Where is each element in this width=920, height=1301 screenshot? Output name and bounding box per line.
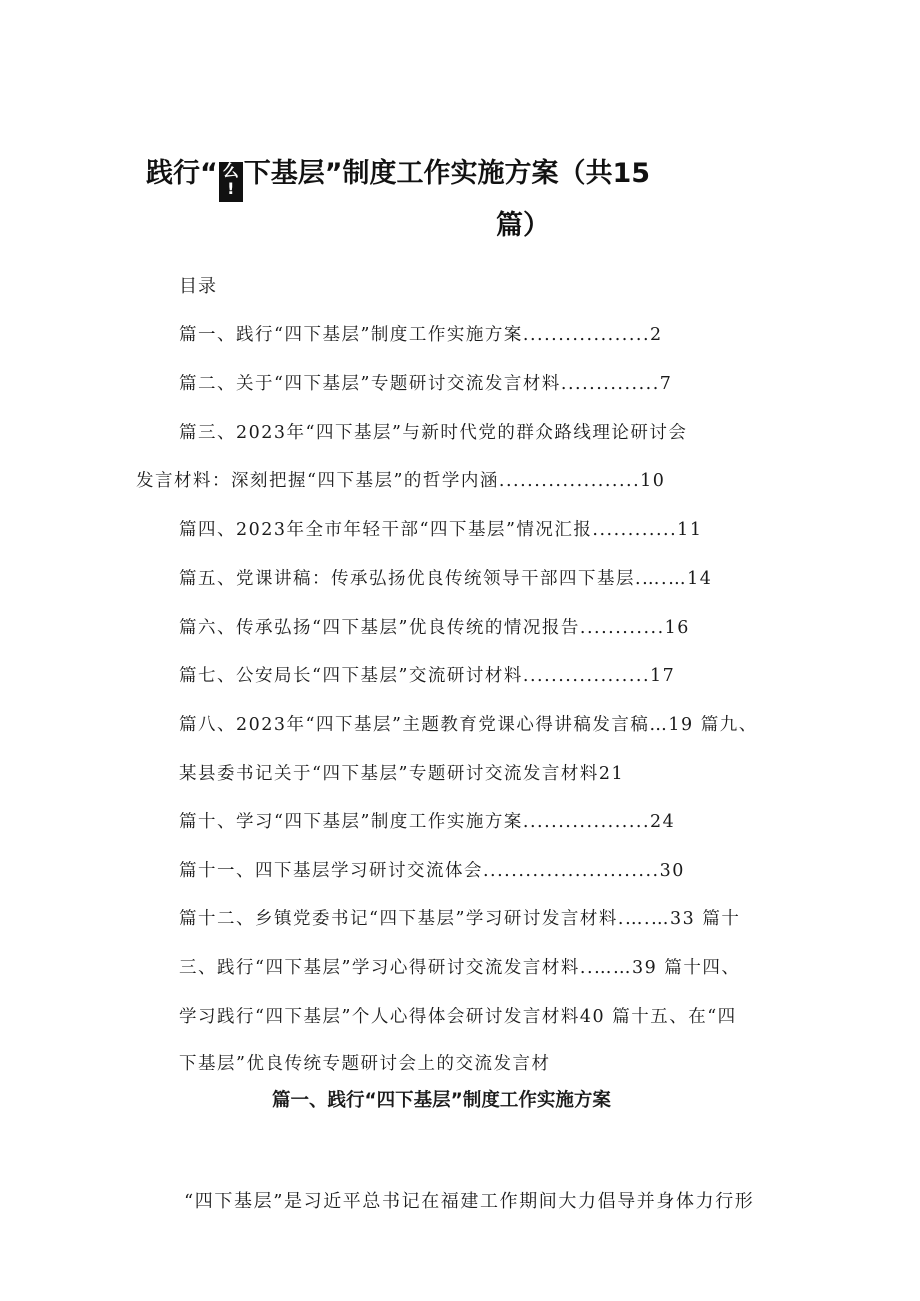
toc-line-16: 下基层”优良传统专题研讨会上的交流发言材 bbox=[179, 1054, 551, 1074]
title-part-1: 践行“ bbox=[146, 158, 218, 189]
toc-line-3: 篇三、2023年“四下基层”与新时代党的群众路线理论研讨会 bbox=[179, 423, 688, 443]
body-paragraph: “四下基层”是习近平总书记在福建工作期间大力倡导并身体力行形 bbox=[184, 1191, 755, 1212]
toc-line-4: 发言材料：深刻把握“四下基层”的哲学内涵....................10 bbox=[136, 471, 666, 491]
toc-line-13: 篇十二、乡镇党委书记“四下基层”学习研讨发言材料.….…33 篇十 bbox=[179, 909, 741, 929]
toc-line-6: 篇五、党课讲稿：传承弘扬优良传统领导干部四下基层.….…14 bbox=[179, 569, 713, 589]
toc-line-11: 篇十、学习“四下基层”制度工作实施方案..................24 bbox=[179, 812, 676, 832]
toc-line-12: 篇十一、四下基层学习研讨交流体会.........................30 bbox=[179, 861, 685, 881]
toc-line-8: 篇七、公安局长“四下基层”交流研讨材料..................17 bbox=[179, 666, 676, 686]
toc-line-5: 篇四、2023年全市年轻干部“四下基层”情况汇报............11 bbox=[179, 520, 703, 540]
toc-line-14: 三、践行“四下基层”学习心得研讨交流发言材料..……39 篇十四、 bbox=[179, 958, 741, 978]
document-title bbox=[146, 151, 650, 202]
toc-label: 目录 bbox=[179, 276, 217, 297]
toc-line-10: 某县委书记关于“四下基层”专题研讨交流发言材料21 bbox=[179, 764, 625, 784]
toc-line-9: 篇八、2023年“四下基层”主题教育党课心得讲稿发言稿…19 篇九、 bbox=[179, 715, 758, 735]
toc-line-2: 篇二、关于“四下基层”专题研讨交流发言材料..............7 bbox=[179, 374, 673, 394]
title-part-2: 下基层”制度工作实施方案（共15 bbox=[243, 158, 651, 189]
toc-line-7: 篇六、传承弘扬“四下基层”优良传统的情况报告............16 bbox=[179, 618, 690, 638]
toc-line-1: 篇一、践行“四下基层”制度工作实施方案..................2 bbox=[179, 325, 663, 345]
toc-line-15: 学习践行“四下基层”个人心得体会研讨发言材料40 篇十五、在“四 bbox=[179, 1007, 737, 1027]
section-heading: 篇一、践行“四下基层”制度工作实施方案 bbox=[272, 1090, 611, 1111]
document-title-line-2: 篇） bbox=[496, 210, 550, 241]
title-garbled-glyph: 么 ! bbox=[219, 162, 243, 202]
